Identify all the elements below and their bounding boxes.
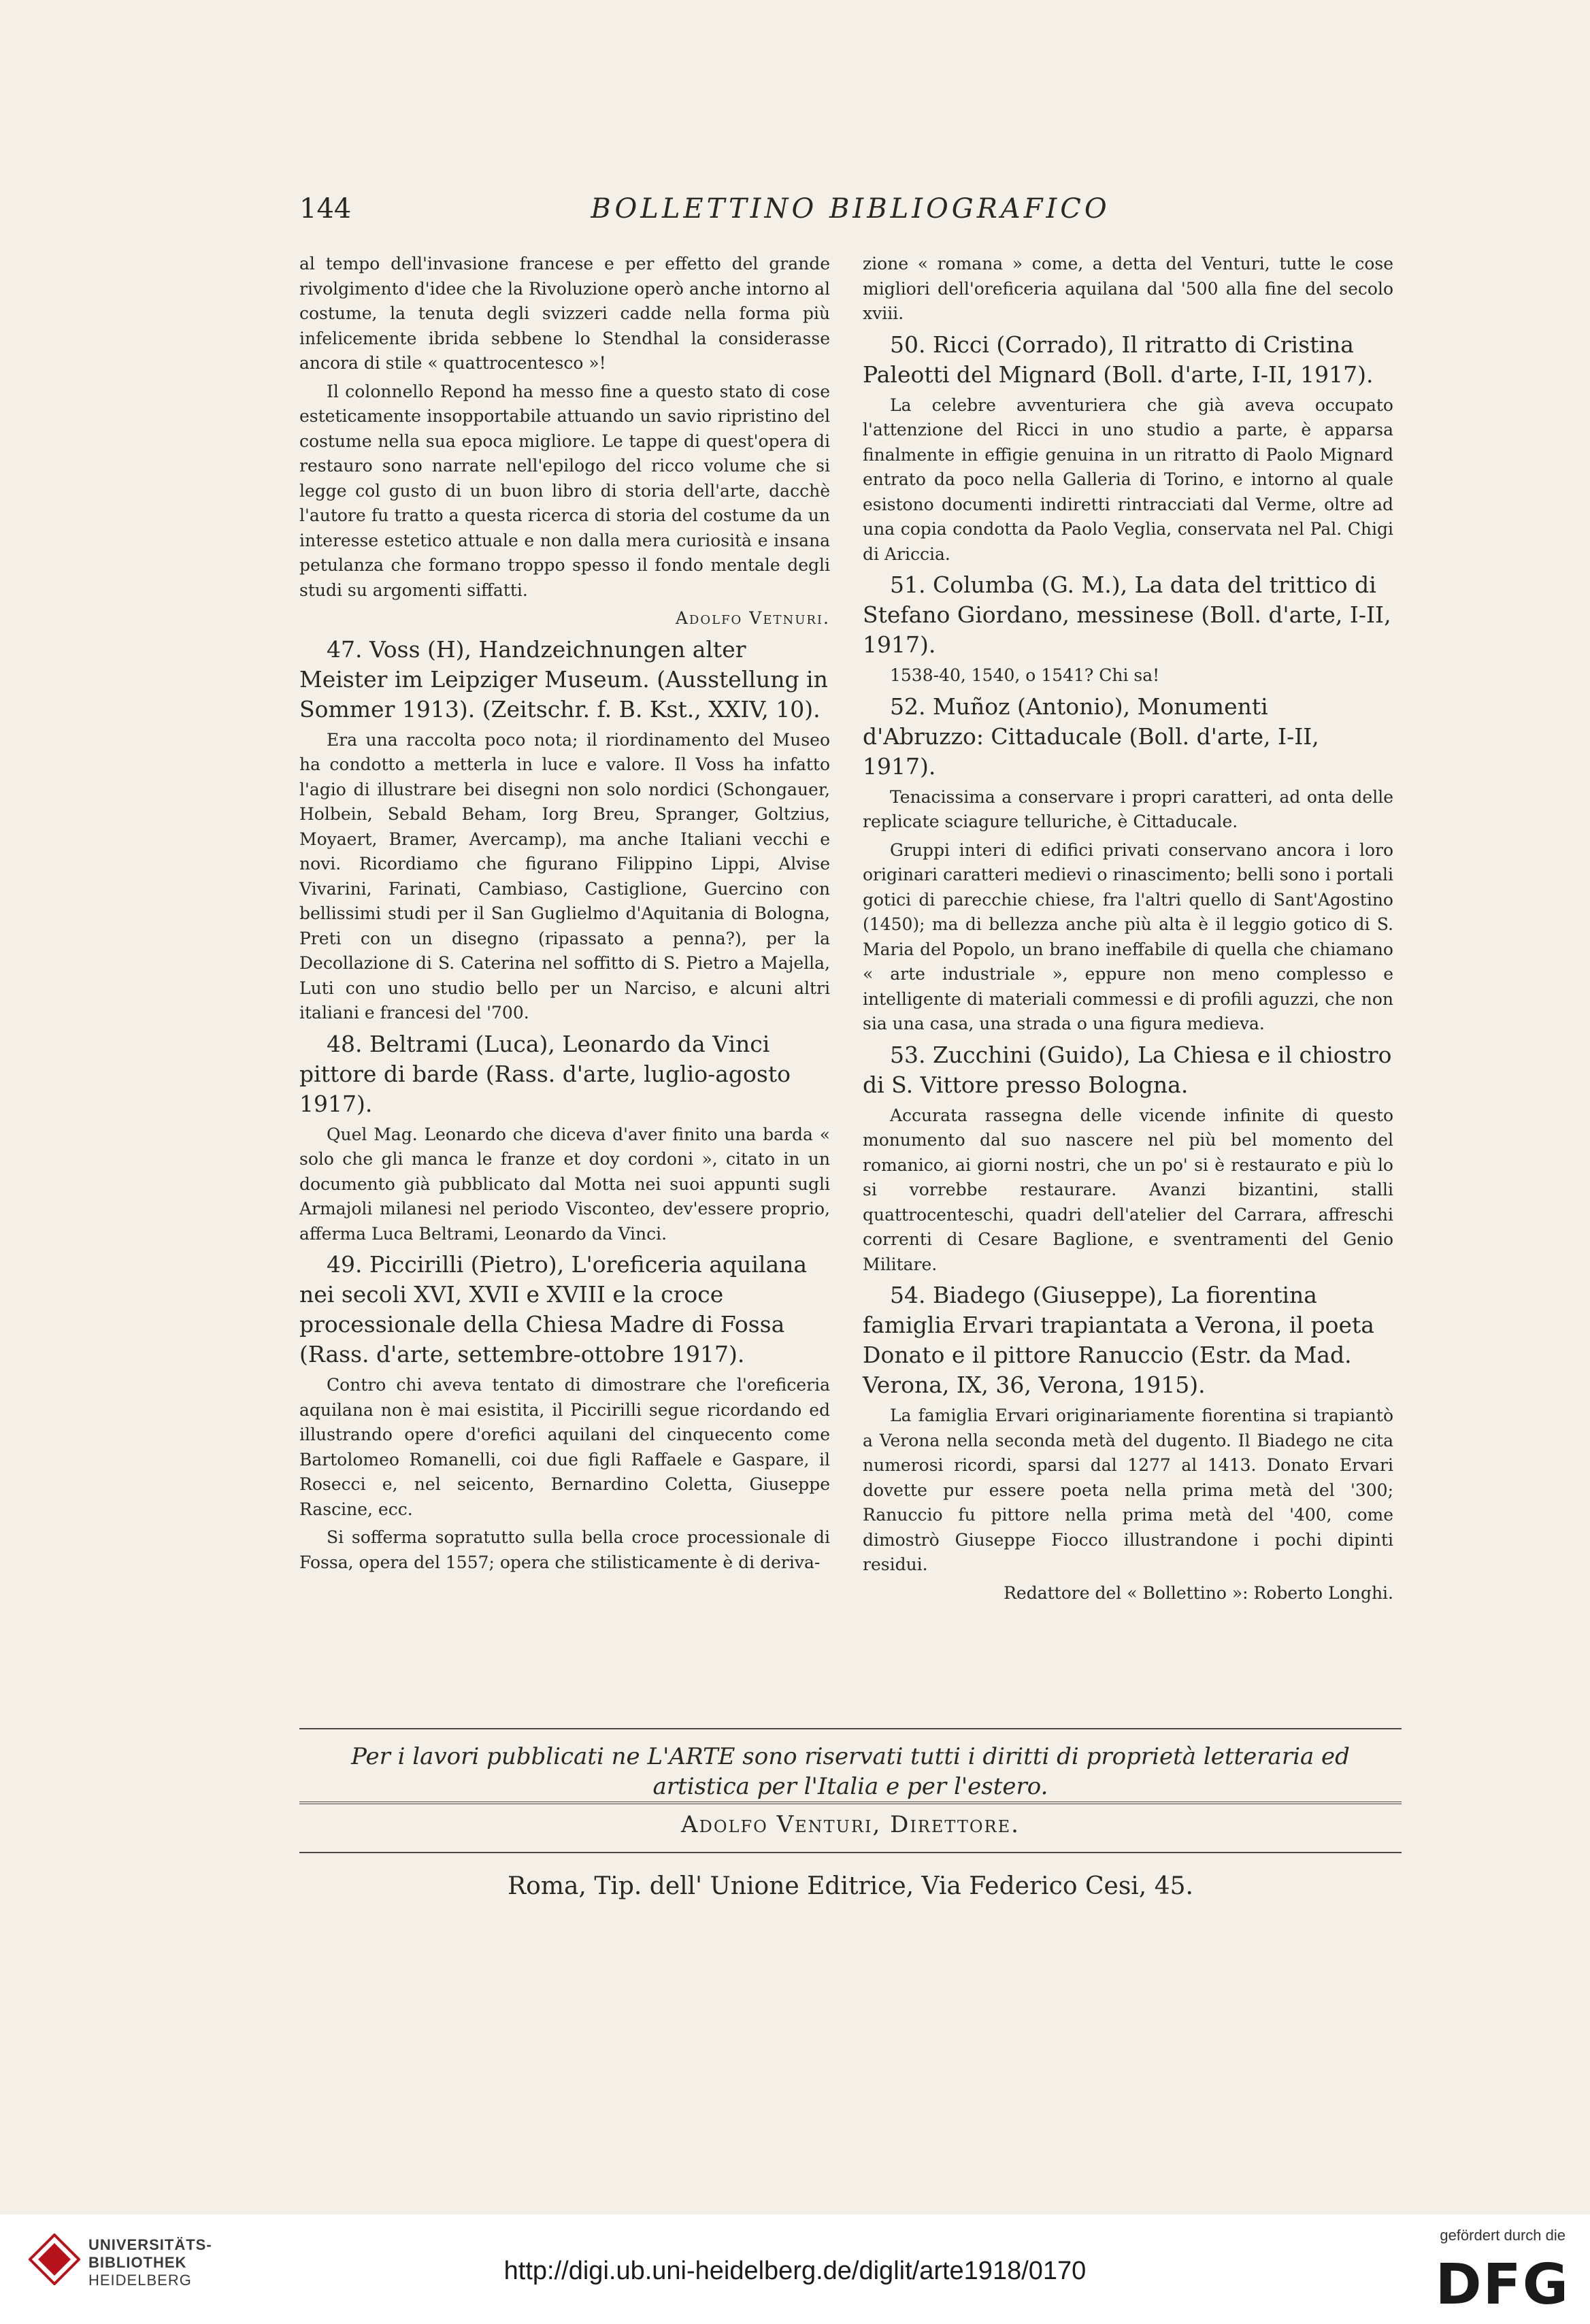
permalink-url[interactable]: http://digi.ub.uni-heidelberg.de/diglit/arte1918/0170	[503, 2257, 1087, 2285]
paragraph: al tempo dell'invasione francese e per effetto del grande rivolgimento d'idee che la Rivoluzione operò anche intorno al costume, la tenuta degli svizzeri cadde nella forma più infelicemente ibrida sebbene lo Stendhal la considerasse ancora di stile « quattrocentesco »!	[299, 254, 830, 373]
entry-49-text: Contro chi aveva tentato di dimostrare che l'oreficeria aquilana non è mai esistita, il Piccirilli segue ricordando ed illustrando opere d'orefici aquilani del cinquecento come Bartolomeo Romanelli, coi due figli Raffaele e Gaspare, il Rosecci e, nel seicento, Bernardino Coletta, Giuseppe Rascine, ecc.	[299, 1375, 830, 1519]
left-column	[299, 252, 830, 1578]
printer-line: Roma, Tip. dell' Unione Editrice, Via Federico Cesi, 45.	[508, 1872, 1193, 1900]
paragraph: Il colonnello Repond ha messo fine a questo stato di cose esteticamente insopportabile attuando un savio ripristino del costume nella sua epoca migliore. Le tappe di quest'opera di restauro sono narrate nell'epilogo del ricco volume che si legge col gusto di un buon libro di storia dell'arte, dacchè l'autore fu tratto a questa ricerca di storia del costume da un interesse estetico attuale e non dalla mera curiosità e insana petulanza che formano troppo spesso il fondo mentale degli studi su argomenti siffatti.	[299, 381, 830, 600]
library-name-line: UNIVERSITÄTS-	[88, 2236, 212, 2253]
page-header	[299, 189, 1402, 237]
entry-51-heading: 51. Columba (G. M.), La data del trittico di Stefano Giordano, messinese (Boll. d'arte, I-II, 1917).	[863, 571, 1391, 658]
entry-49-heading: 49. Piccirilli (Pietro), L'oreficeria aquilana nei secoli XVI, XVII e XVIII e la croce processionale della Chiesa Madre di Fossa (Rass. d'arte, settembre-ottobre 1917).	[299, 1251, 808, 1367]
library-name-line: BIBLIOTHEK	[88, 2254, 187, 2271]
page-number: 144	[299, 193, 352, 225]
divider-rule	[299, 1728, 1402, 1729]
dfg-logo: DFG	[1435, 2253, 1570, 2317]
entry-51-text: 1538-40, 1540, o 1541? Chi sa!	[890, 665, 1160, 685]
digitization-footer	[0, 2214, 1590, 2324]
entry-54-heading: 54. Biadego (Giuseppe), La fiorentina famiglia Ervari trapiantata a Verona, il poeta Donato e il pittore Ranuccio (Estr. da Mad. Verona, IX, 36, Verona, 1915).	[863, 1282, 1374, 1398]
entry-47-heading: 47. Voss (H), Handzeichnungen alter Meister im Leipziger Museum. (Ausstellung in Sommer 1913). (Zeitschr. f. B. Kst., XXIV, 10).	[299, 635, 828, 723]
entry-52-text: Gruppi interi di edifici privati conservano ancora i loro originari caratteri medievi o rinascimento; belli sono i portali gotici di parecchie chiese, fra l'altri quello di Sant'Agostino (1450); ma di bellezza anche più alta è il leggio gotico di S. Maria del Popolo, un brano ineffabile di quella che chiamano « arte industriale », eppure non meno complesso e intelligente di materiali commessi e di profili aguzzi, che non sia una casa, una strada o una figura medieva.	[863, 840, 1393, 1033]
paragraph: zione « romana » come, a detta del Venturi, tutte le cose migliori dell'oreficeria aquilana dal '500 alla fine del secolo xviii.	[863, 254, 1393, 323]
entry-50-heading: 50. Ricci (Corrado), Il ritratto di Cristina Paleotti del Mignard (Boll. d'arte, I-II, 1917).	[863, 331, 1374, 388]
entry-52-text: Tenacissima a conservare i propri caratteri, ad onta delle replicate sciagure telluriche, è Cittaducale.	[863, 786, 1393, 831]
library-name-line: HEIDELBERG	[88, 2272, 192, 2289]
signature: Adolfo Vetnuri.	[675, 608, 830, 628]
editor-signature: Redattore del « Bollettino »: Roberto Longhi.	[1004, 1582, 1393, 1603]
entry-54-text: La famiglia Ervari originariamente fiorentina si trapiantò a Verona nella seconda metà del dugento. Il Biadego ne cita numerosi ricordi, sparsi dal 1277 al 1413. Donato Ervari dovette pur essere poeta nella prima metà del '300; Ranuccio fu pittore nella prima metà del '400, come dimostrò Giuseppe Fiocco illustrandone i pochi dipinti residui.	[863, 1406, 1393, 1574]
running-title: BOLLETTINO BIBLIOGRAFICO	[591, 193, 1110, 225]
entry-48-text: Quel Mag. Leonardo che diceva d'aver finito una barda « solo che gli manca le franze et doy cordoni », citato in un documento già pubblicato dal Motta nei suoi appunti sugli Armajoli milanesi nel periodo Visconteo, dev'essere proprio, afferma Luca Beltrami, Leonardo da Vinci.	[299, 1124, 830, 1244]
entry-49-text: Si sofferma sopratutto sulla bella croce processionale di Fossa, opera del 1557; opera che stilisticamente è di deriva-	[299, 1527, 830, 1572]
divider-rule	[299, 1852, 1402, 1853]
director-line: Adolfo Venturi, Direttore.	[681, 1811, 1020, 1838]
entry-47-text: Era una raccolta poco nota; il riordinamento del Museo ha condotto a metterla in luce e valore. Il Voss ha infatto l'agio di illustrare bei disegni non solo nordici (Schongauer, Holbein, Sebald Beham, Iorg Breu, Spranger, Goltzius, Moyaert, Bramer, Avercamp), ma anche Italiani vecchi e novi. Ricordiamo che figurano Filippino Lippi, Alvise Vivarini, Farinati, Cambiaso, Castiglione, Guercino con bellissimi studi per il San Guglielmo d'Aquitania di Bologna, Preti con un disegno (ripassato a penna?), per la Decollazione di S. Caterina nel soffitto di S. Pietro a Majella, Luti con uno studio bello per un Narciso, e alcuni altri italiani e francesi del '700.	[299, 729, 830, 1023]
entry-53-heading: 53. Zucchini (Guido), La Chiesa e il chiostro di S. Vittore presso Bologna.	[863, 1041, 1392, 1098]
copyright-notice: Per i lavori pubblicati ne L'ARTE sono riservati tutti i diritti di proprietà letteraria ed artistica per l'Italia e per l'estero.	[351, 1743, 1350, 1800]
entry-48-heading: 48. Beltrami (Luca), Leonardo da Vinci pittore di barde (Rass. d'arte, luglio-agosto 1917).	[299, 1030, 791, 1117]
entry-53-text: Accurata rassegna delle vicende infinite di questo monumento dal suo nascere nel più bel momento del romanico, ai giorni nostri, che un po' si è restaurato e più lo si vorrebbe restaurare. Avanzi bizantini, stalli quattrocenteschi, quadri dell'atelier del Carrara, affreschi correnti di Cesare Baglione, e sventramenti del Genio Militare.	[863, 1105, 1393, 1274]
divider-rule	[299, 1802, 1402, 1804]
right-column	[863, 252, 1393, 1609]
entry-50-text: La celebre avventuriera che già aveva occupato l'attenzione del Ricci in uno studio a parte, è apparsa finalmente in effigie genuina in un ritratto di Paolo Mignard entrato da poco nella Galleria di Torino, e intorno al quale esistono documenti indiretti rintracciati dal Verme, oltre ad una copia condotta da Paolo Veglia, conservata nel Pal. Chigi di Ariccia.	[863, 395, 1393, 564]
funding-caption: gefördert durch die	[1440, 2227, 1566, 2244]
entry-52-heading: 52. Muñoz (Antonio), Monumenti d'Abruzzo: Cittaducale (Boll. d'arte, I-II, 1917).	[863, 693, 1319, 780]
